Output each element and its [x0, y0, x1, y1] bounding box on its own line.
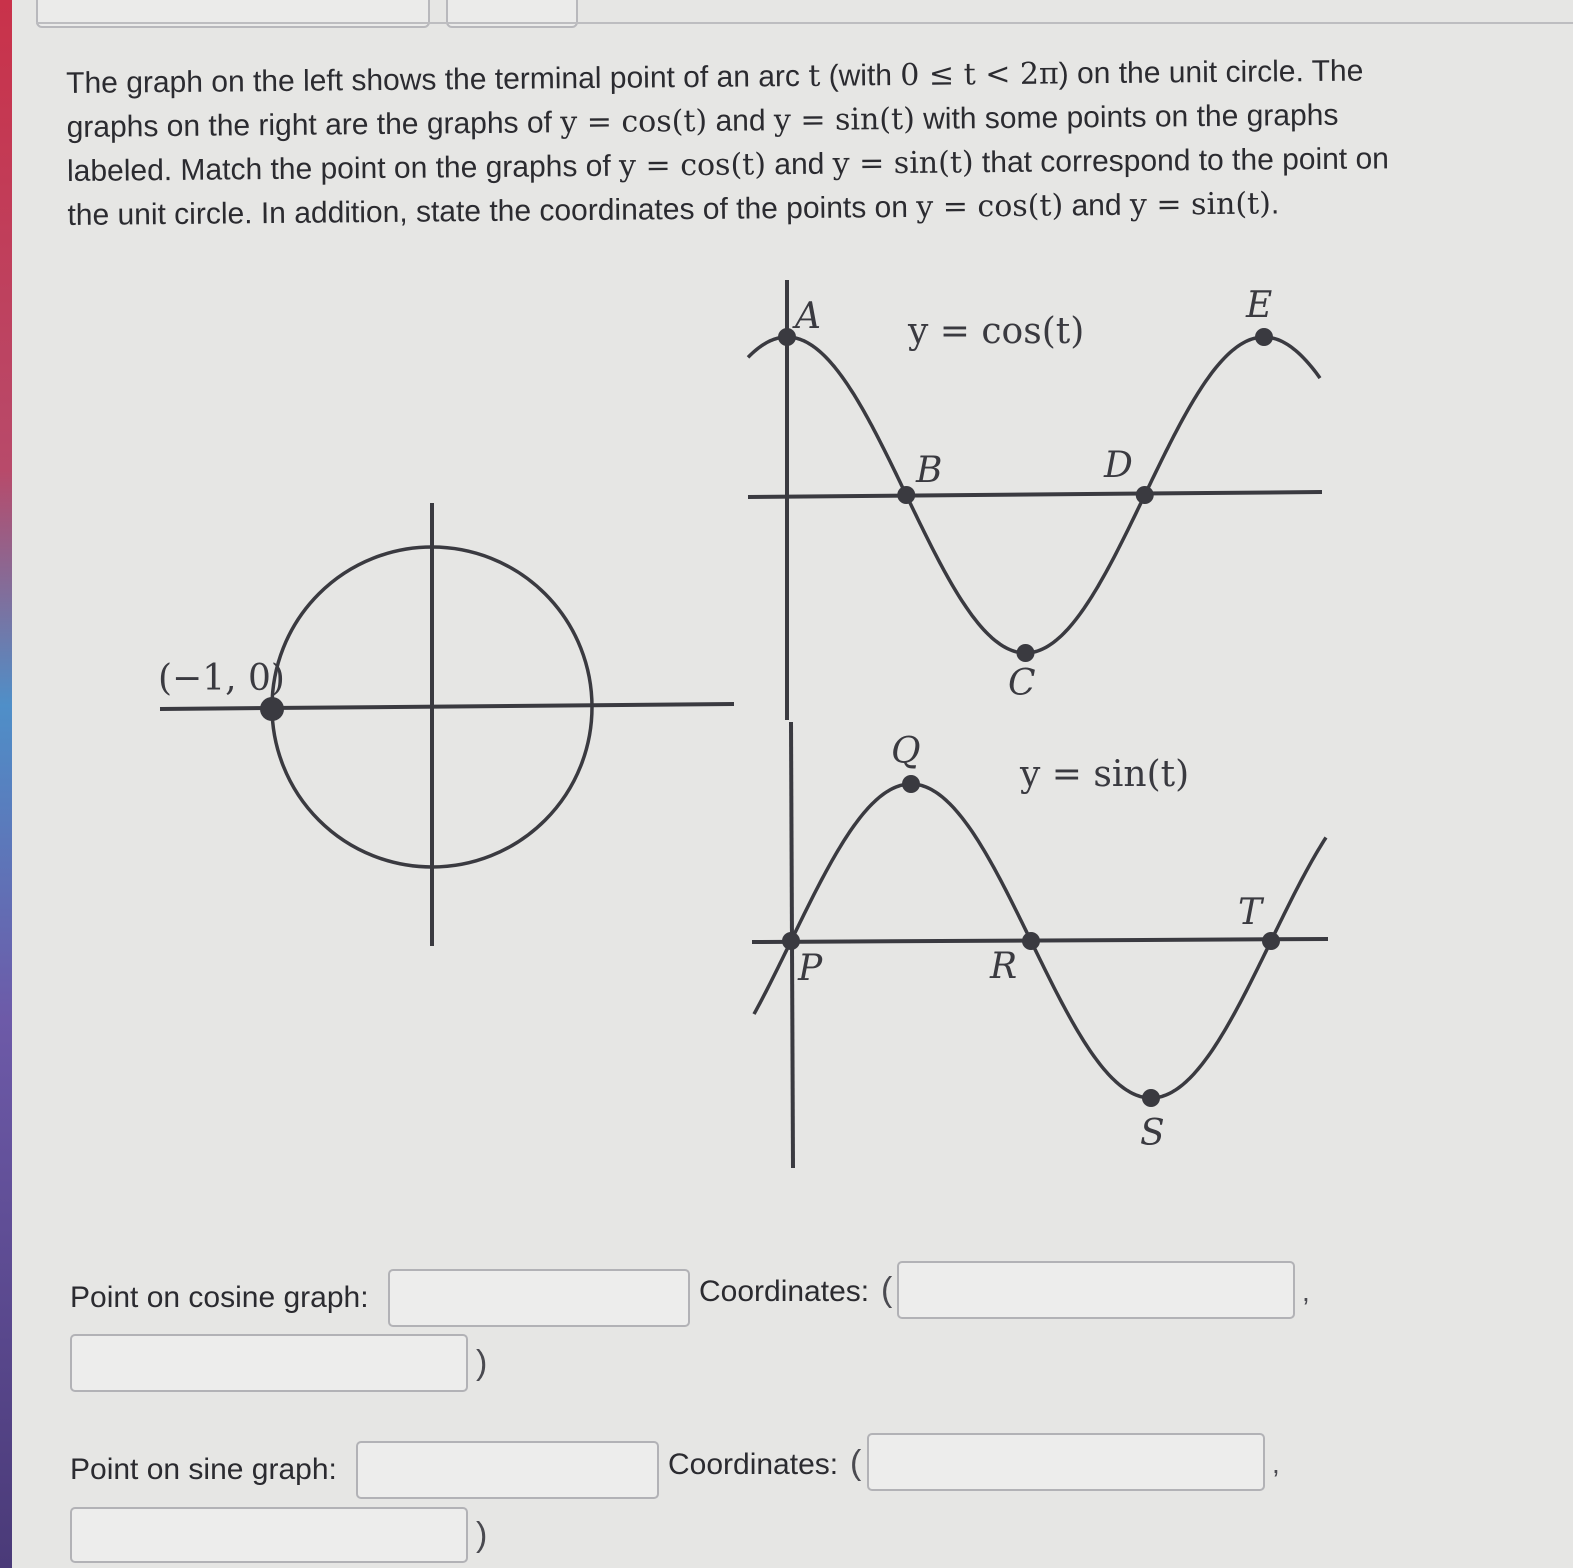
question-text-segment: (with — [820, 58, 901, 93]
cosine-point-input[interactable] — [388, 1269, 690, 1327]
cosine-point-b — [897, 486, 915, 504]
sine-point-input[interactable] — [356, 1441, 659, 1499]
cosine-x-coordinate-input[interactable] — [897, 1261, 1295, 1319]
question-math: y = cos(t) — [916, 188, 1064, 225]
sine-coordinates-label: Coordinates: — [668, 1448, 839, 1481]
cosine-point-e — [1255, 328, 1273, 346]
question-math: y = cos(t) — [618, 147, 767, 184]
sine-point-label: Point on sine graph: — [70, 1453, 337, 1486]
sine-t-axis — [752, 939, 1328, 942]
sine-point-q — [902, 775, 920, 793]
cosine-point-label-e: E — [1246, 285, 1273, 326]
question-text-segment: and — [706, 104, 775, 138]
cosine-coordinates-label: Coordinates: — [699, 1275, 870, 1308]
sine-graph-label: y = sin(t) — [1020, 754, 1190, 795]
cosine-point-d — [1136, 486, 1154, 504]
sine-x-coordinate-input[interactable] — [867, 1433, 1265, 1491]
sine-close-paren: ) — [476, 1516, 488, 1554]
cosine-point-label-b: B — [916, 450, 943, 491]
question-math: y = sin(t) — [1129, 186, 1272, 223]
cosine-point-label-d: D — [1104, 445, 1133, 486]
cosine-y-coordinate-input[interactable] — [70, 1334, 468, 1392]
cosine-graph — [748, 280, 1322, 720]
sine-point-r — [1022, 932, 1040, 950]
question-text-segment: with some points on the graphs labeled. Match the point on the graphs of — [66, 98, 1339, 188]
sine-point-label-q: Q — [891, 731, 921, 772]
cosine-point-a — [778, 328, 796, 346]
question-text-segment: and — [765, 147, 833, 182]
question-text-segment: . — [1270, 187, 1280, 221]
question-math: y = sin(t) — [773, 101, 915, 139]
sine-point-t — [1262, 932, 1280, 950]
cosine-close-paren: ) — [476, 1344, 488, 1382]
circle-x-axis — [160, 704, 734, 709]
question-math: 0 ≤ t < 2π — [900, 56, 1059, 93]
sine-y-coordinate-input[interactable] — [70, 1507, 468, 1563]
question-math: y = sin(t) — [832, 145, 974, 182]
cosine-point-c — [1017, 644, 1035, 662]
question-text-segment: that correspond to the point on the unit circle. In addition, state the coordinates of the points on — [67, 142, 1390, 232]
sine-point-label-s: S — [1140, 1113, 1165, 1154]
unit-circle-graph — [158, 503, 734, 946]
sine-graph — [752, 722, 1328, 1168]
sine-point-label-r: R — [990, 946, 1018, 987]
sine-open-paren: ( — [850, 1444, 862, 1482]
sine-point-label-p: P — [798, 948, 823, 989]
question-math: y = cos(t) — [560, 103, 708, 141]
cosine-t-axis — [748, 492, 1322, 497]
cosine-point-label-a: A — [795, 296, 821, 337]
cosine-graph-label: y = cos(t) — [908, 311, 1085, 352]
question-text-segment: and — [1063, 188, 1131, 223]
sine-comma: , — [1272, 1448, 1280, 1479]
terminal-point-dot — [260, 697, 284, 721]
cosine-point-label: Point on cosine graph: — [70, 1281, 369, 1314]
terminal-point-label: (−1, 0) — [158, 658, 285, 699]
cosine-open-paren: ( — [881, 1271, 893, 1309]
sine-point-label-t: T — [1238, 892, 1263, 933]
question-math: t — [808, 58, 821, 94]
cosine-comma: , — [1302, 1276, 1310, 1307]
question-text-segment: The graph on the left shows the terminal point of an arc — [66, 59, 809, 100]
sine-point-s — [1142, 1089, 1160, 1107]
question-text-segment: ) on the unit circle. The graphs on the right are the graphs of — [66, 54, 1364, 144]
cosine-point-label-c: C — [1008, 663, 1036, 704]
